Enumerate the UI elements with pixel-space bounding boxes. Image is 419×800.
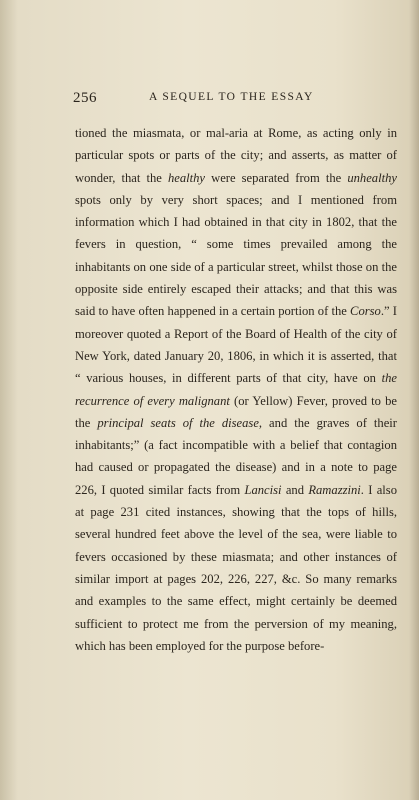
paragraph: [75, 122, 397, 657]
italic-run: unhealthy: [347, 170, 397, 185]
italic-run: Corso: [350, 304, 381, 319]
text-run: tioned the miasmata, or mal-aria at Rome, as acting only in particular spots or parts of the city; and asserts, as matter of wonder, that the: [75, 126, 397, 185]
text-run: (or Yellow) Fever, proved to be the: [75, 393, 398, 430]
page-header: [73, 90, 373, 108]
page-edge-shadow: [409, 0, 419, 800]
text-run: , and the graves of their inhabitants;” (a fact incompatible with a belief that contagion had caused or propagated the disease) and in a note to page 226, I quoted similar facts from: [75, 415, 397, 497]
text-run: .” I moreover quoted a Report of the Board of Health of the city of New York, dated January 20, 1806, in which it is asserted, that “ various houses, in different parts of that city, have on: [75, 304, 397, 386]
italic-run: healthy: [167, 170, 206, 185]
page-number: 256: [73, 90, 97, 106]
text-run: . I also at page 231 cited instances, showing that the tops of hills, several hundred feet above the level of the sea, were liable to fevers occasioned by these miasmata; and other instances of similar import at pages 202, 226, 227, &c. So many remarks and examples to the same effect, might certainly be deemed sufficient to protect me from the perversion of my meaning, which has been employed for the purpose before-: [75, 482, 397, 653]
text-run: spots only by very short spaces; and I mentioned from information which I had obtained in that city in 1802, that the fevers in question, “ some times prevailed among the inhabitants on one side of a particular street, whilst those on the opposite side entirely escaped their attacks; and that this was said to have often happened in a certain portion of the: [75, 192, 397, 319]
running-head: A SEQUEL TO THE ESSAY: [149, 91, 314, 103]
text-run: were separated from the: [205, 170, 348, 185]
italic-run: Lancisi: [244, 482, 282, 497]
italic-run: the recurrence of every malignant: [75, 371, 397, 408]
text-run: and: [281, 482, 309, 497]
italic-run: principal seats of the disease: [97, 415, 259, 430]
body-text: [75, 122, 397, 657]
italic-run: Ramazzini: [308, 482, 361, 497]
